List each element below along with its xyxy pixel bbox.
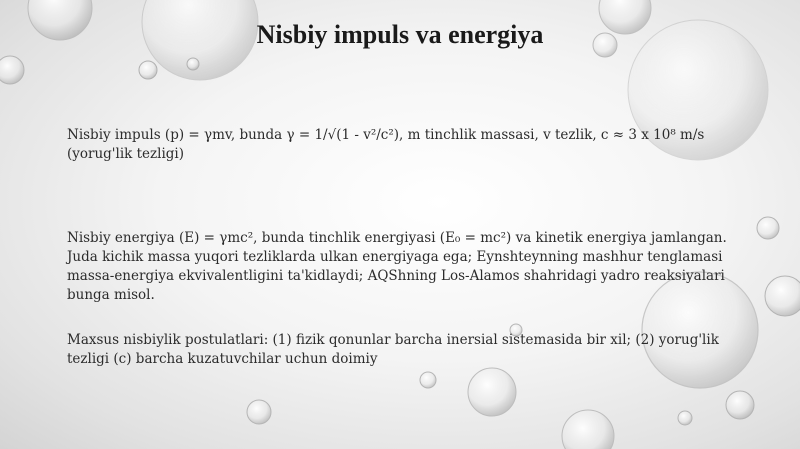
slide-title: Nisbiy impuls va energiya (256, 20, 544, 49)
paragraph-momentum: Nisbiy impuls (p) = γmv, bunda γ = 1/√(1 - v²/c²), m tinchlik massasi, v tezlik, c ≈ 3 x 10⁸ m/s (yorug'lik tezligi) (67, 127, 705, 162)
paragraph-postulates: Maxsus nisbiylik postulatlari: (1) fizik qonunlar barcha inersial sistemasida bir xil; (2) yorug'lik tezligi (c) barcha kuzatuvchilar uchun doimiy (67, 332, 719, 367)
paragraph-energy: Nisbiy energiya (E) = γmc², bunda tinchlik energiyasi (E₀ = mc²) va kinetik energiya jamlangan. Juda kichik massa yuqori tezliklarda ulkan energiyaga ega; Eynshteynning mashhur tenglamasi massa-energiya ekvivalentligini ta'kidlaydi; AQShning Los-Alamos shahridagi yadro reaksiyalari bunga misol. (67, 230, 727, 303)
